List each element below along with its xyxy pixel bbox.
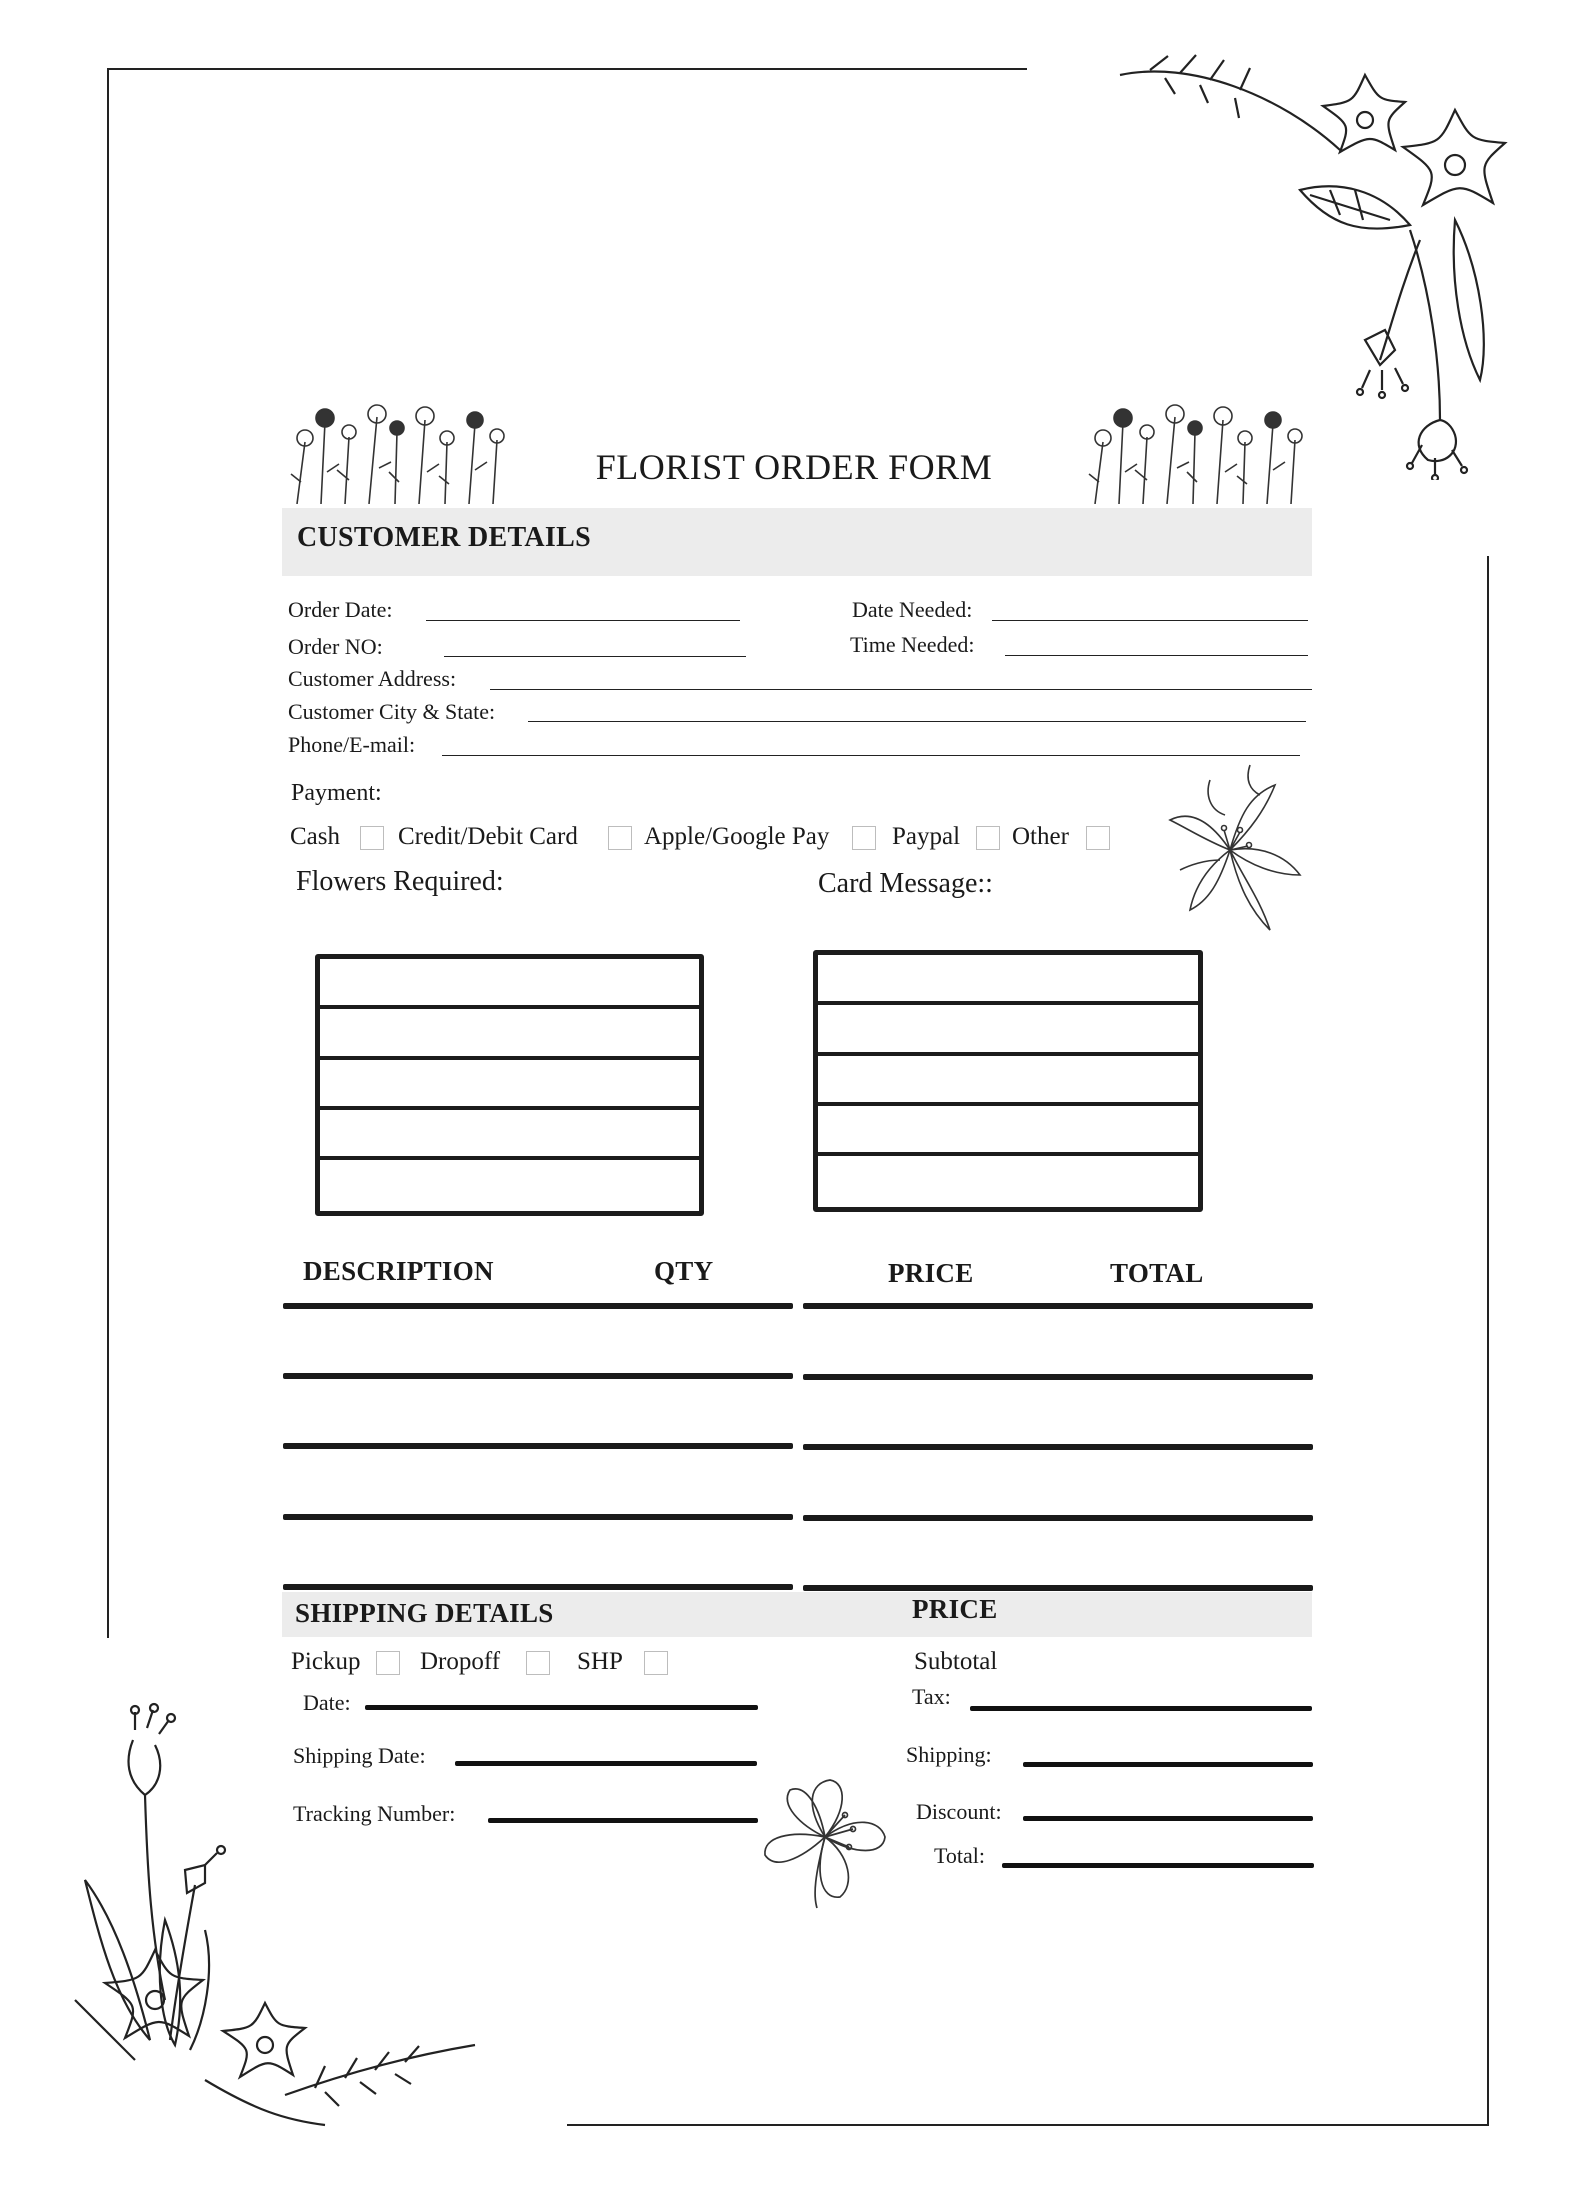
total-field[interactable] <box>1002 1863 1314 1868</box>
table-rule-right <box>803 1303 1313 1309</box>
table-row-line-left[interactable] <box>283 1373 793 1379</box>
time-needed-field[interactable] <box>1005 655 1308 656</box>
shipping-details-heading: SHIPPING DETAILS <box>295 1598 554 1628</box>
order-date-label: Order Date: <box>288 597 393 622</box>
customer-city-state-label: Customer City & State: <box>288 699 496 724</box>
payment-option-cash-label: Cash <box>290 823 340 850</box>
date-needed-field[interactable] <box>992 620 1308 621</box>
payment-card-checkbox[interactable] <box>608 826 632 850</box>
payment-option-paypal-label: Paypal <box>892 823 961 850</box>
table-row-line-left[interactable] <box>283 1584 793 1590</box>
card-message-row-divider <box>818 1102 1198 1106</box>
card-message-box[interactable] <box>813 950 1203 1212</box>
frame-bottom-line <box>567 2124 1489 2126</box>
flowers-row-divider <box>320 1005 699 1009</box>
shipping-date-label: Shipping Date: <box>293 1743 426 1768</box>
table-row-line-right[interactable] <box>803 1585 1313 1591</box>
flowers-row-divider <box>320 1156 699 1160</box>
customer-details-heading: CUSTOMER DETAILS <box>297 522 591 553</box>
tax-label: Tax: <box>912 1684 951 1709</box>
tracking-number-field[interactable] <box>488 1818 758 1823</box>
frame-right-line <box>1487 556 1489 2126</box>
hibiscus-flower-icon <box>755 1775 895 1910</box>
discount-field[interactable] <box>1023 1816 1313 1821</box>
payment-cash-checkbox[interactable] <box>360 826 384 850</box>
tracking-number-label: Tracking Number: <box>293 1801 456 1826</box>
shipping-price-field[interactable] <box>1023 1762 1313 1767</box>
table-rule-left <box>283 1303 793 1309</box>
order-no-field[interactable] <box>444 656 746 657</box>
table-row-line-right[interactable] <box>803 1374 1313 1380</box>
column-header-price: PRICE <box>888 1258 974 1288</box>
card-message-row-divider <box>818 1052 1198 1056</box>
order-no-label: Order NO: <box>288 634 383 659</box>
card-message-row-divider <box>818 1152 1198 1156</box>
tax-field[interactable] <box>970 1706 1312 1711</box>
lily-bouquet-icon <box>1150 760 1310 940</box>
time-needed-label: Time Needed: <box>850 632 975 657</box>
shipping-dropoff-checkbox[interactable] <box>526 1651 550 1675</box>
page-title: FLORIST ORDER FORM <box>595 447 993 487</box>
flowers-required-box[interactable] <box>315 954 704 1216</box>
shipping-option-pickup-label: Pickup <box>291 1648 361 1675</box>
payment-apple-google-checkbox[interactable] <box>852 826 876 850</box>
phone-email-label: Phone/E-mail: <box>288 732 416 757</box>
customer-city-state-field[interactable] <box>528 721 1306 722</box>
total-label: Total: <box>934 1843 986 1868</box>
card-message-label: Card Message:: <box>818 868 993 899</box>
customer-address-field[interactable] <box>490 689 1312 690</box>
order-date-field[interactable] <box>426 620 740 621</box>
table-row-line-right[interactable] <box>803 1515 1313 1521</box>
shipping-date-field[interactable] <box>455 1761 757 1766</box>
flowers-required-label: Flowers Required: <box>296 866 504 897</box>
table-row-line-left[interactable] <box>283 1514 793 1520</box>
column-header-total: TOTAL <box>1110 1258 1204 1288</box>
price-heading: PRICE <box>912 1594 998 1624</box>
flowers-row-divider <box>320 1056 699 1060</box>
frame-top-line <box>107 68 1027 70</box>
date-needed-label: Date Needed: <box>852 597 973 622</box>
subtotal-label: Subtotal <box>914 1648 998 1675</box>
payment-other-checkbox[interactable] <box>1086 826 1110 850</box>
payment-label: Payment: <box>291 780 382 806</box>
shipping-shp-checkbox[interactable] <box>644 1651 668 1675</box>
shipping-option-shp-label: SHP <box>577 1648 623 1675</box>
phone-email-field[interactable] <box>442 755 1300 756</box>
shipping-option-dropoff-label: Dropoff <box>420 1648 501 1675</box>
flowers-row-divider <box>320 1106 699 1110</box>
column-header-qty: QTY <box>654 1256 714 1286</box>
discount-label: Discount: <box>916 1799 1002 1824</box>
shipping-date-short-label: Date: <box>303 1690 351 1715</box>
shipping-date-short-field[interactable] <box>365 1705 758 1710</box>
shipping-price-label: Shipping: <box>906 1742 992 1767</box>
table-row-line-left[interactable] <box>283 1443 793 1449</box>
payment-paypal-checkbox[interactable] <box>976 826 1000 850</box>
shipping-pickup-checkbox[interactable] <box>376 1651 400 1675</box>
frame-left-line <box>107 68 109 1638</box>
payment-option-other-label: Other <box>1012 823 1069 850</box>
payment-option-card-label: Credit/Debit Card <box>398 823 578 850</box>
floral-corner-bottom-left-icon <box>55 1700 495 2140</box>
card-message-row-divider <box>818 1001 1198 1005</box>
customer-address-label: Customer Address: <box>288 666 457 691</box>
payment-option-apple-google-label: Apple/Google Pay <box>644 823 830 850</box>
table-row-line-right[interactable] <box>803 1444 1313 1450</box>
column-header-description: DESCRIPTION <box>303 1256 494 1286</box>
